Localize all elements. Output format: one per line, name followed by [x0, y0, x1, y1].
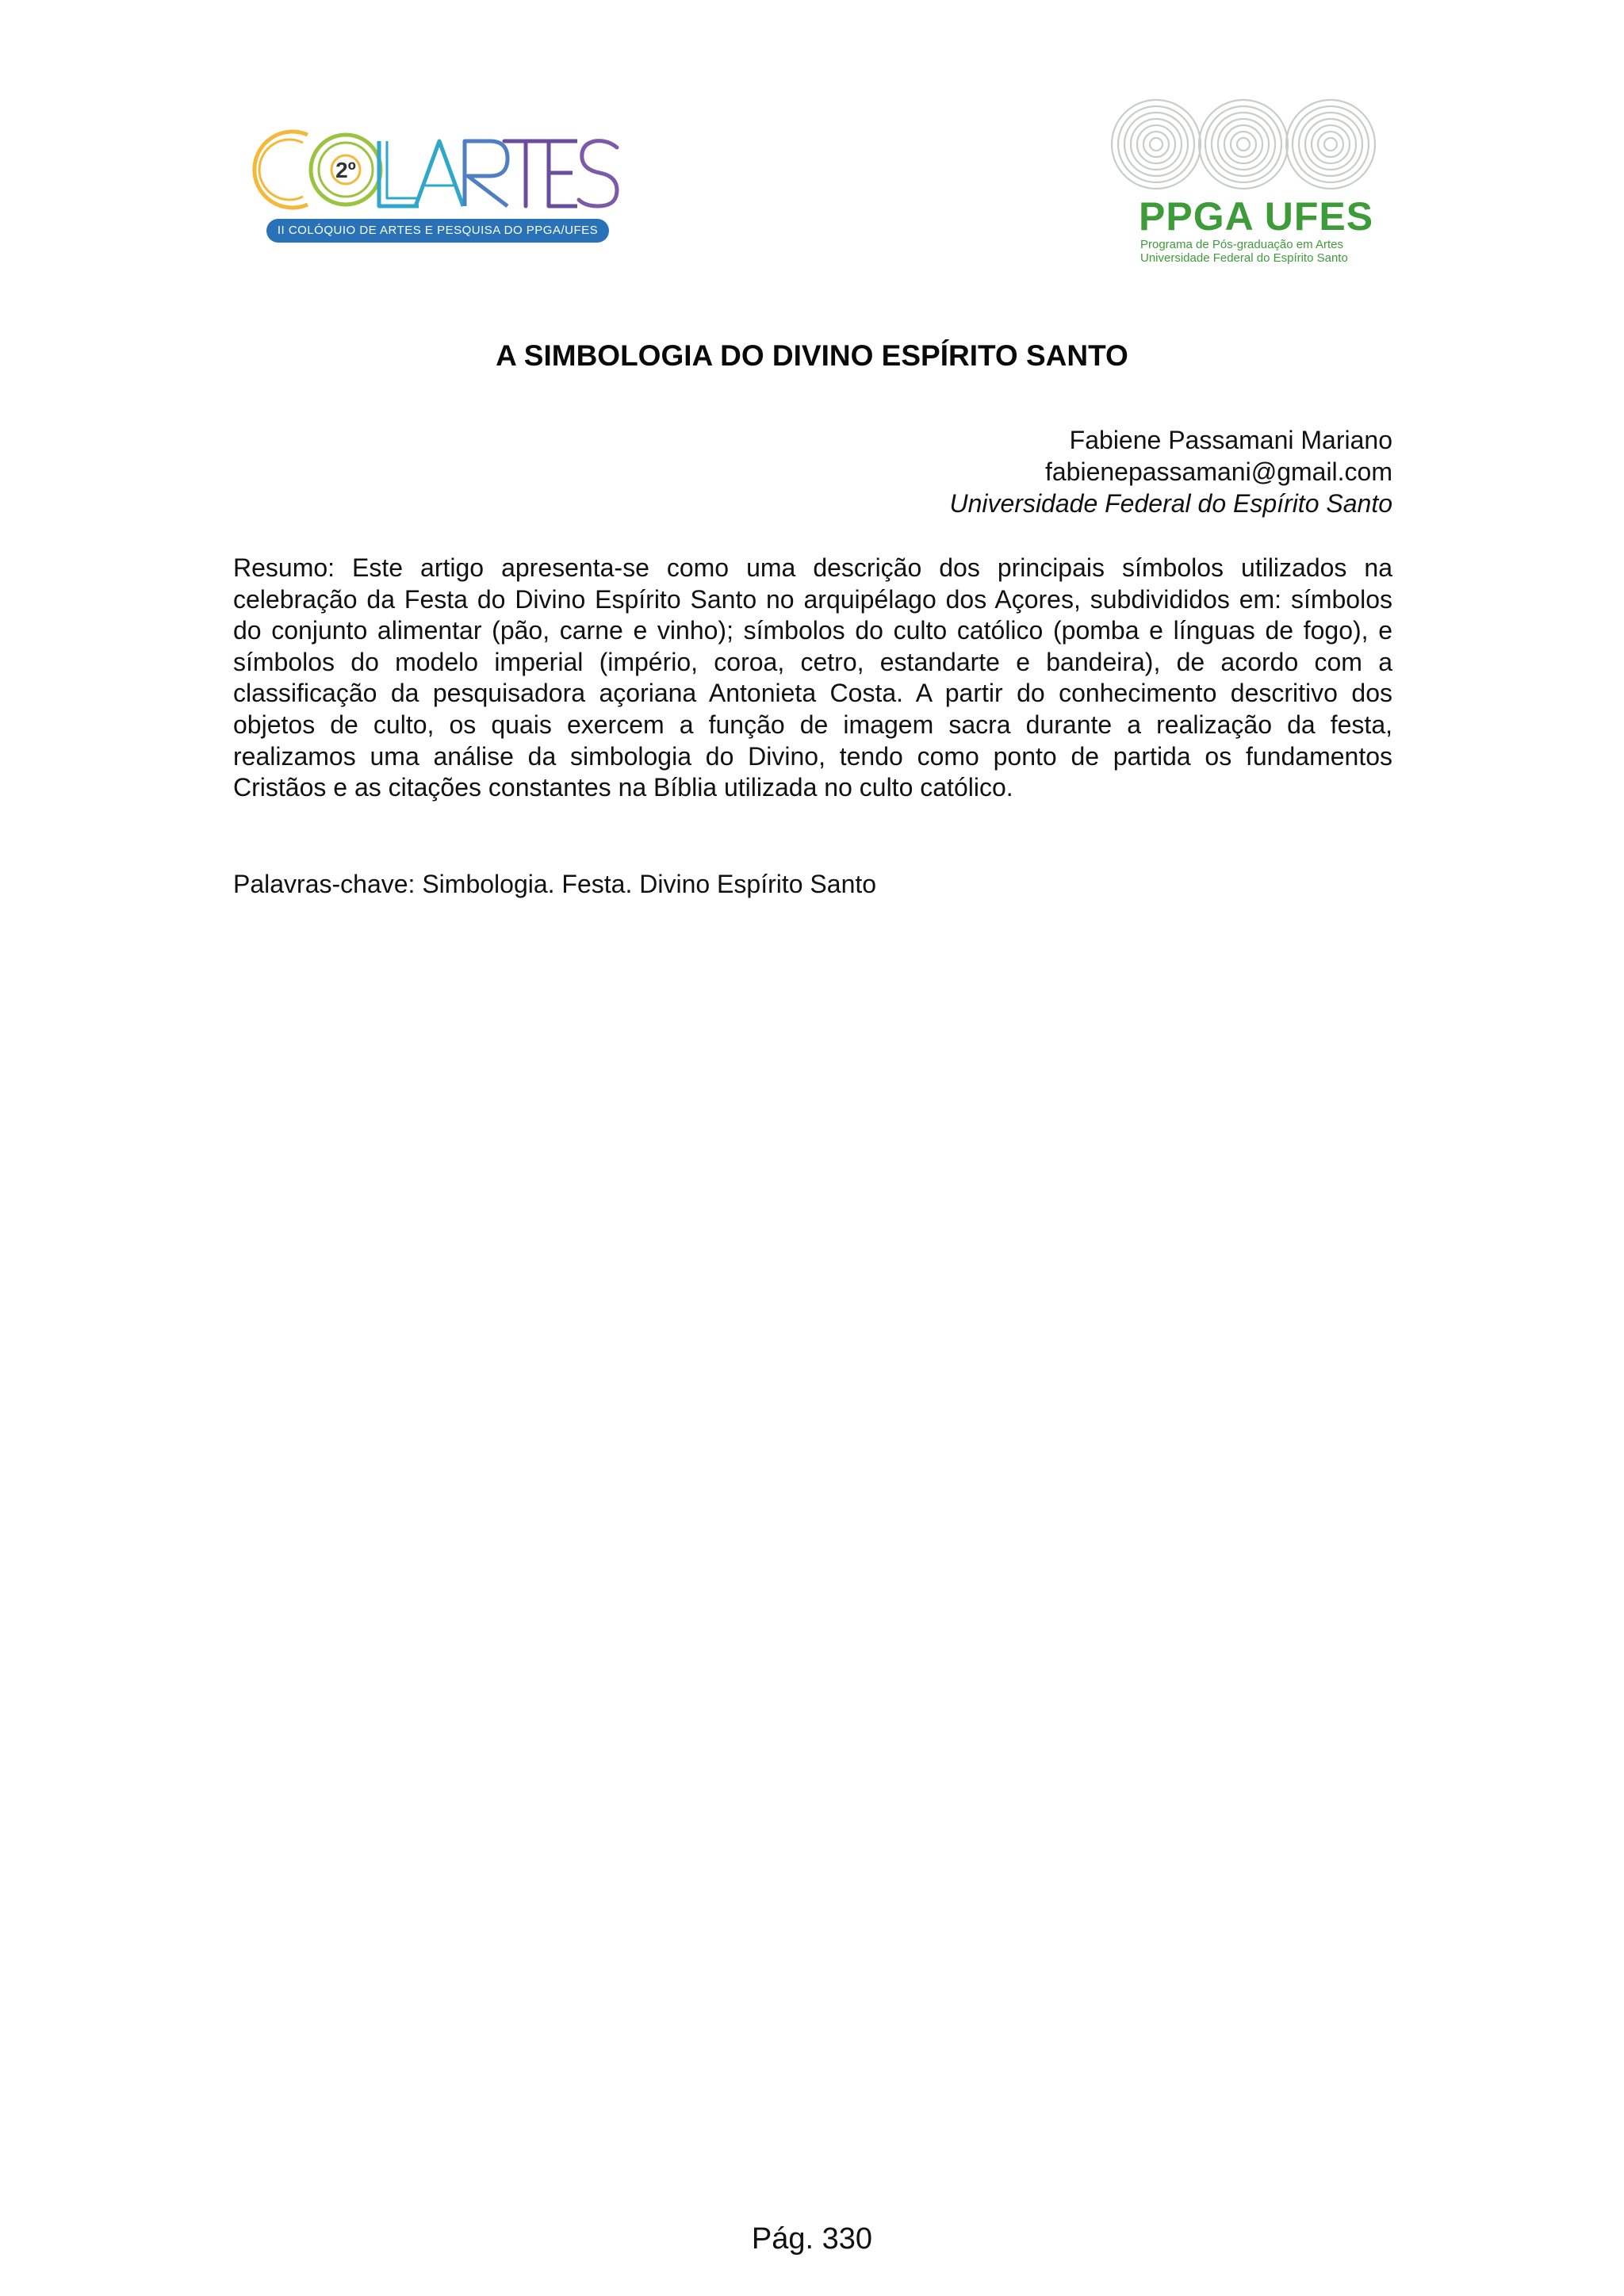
author-email: fabienepassamani@gmail.com: [1044, 457, 1392, 486]
page-number: Pág. 330: [751, 2222, 873, 2256]
keywords-line: Palavras-chave: Simbologia. Festa. Divino Espírito Santo: [233, 870, 877, 898]
author-block: [949, 424, 1392, 519]
author-name: Fabiene Passamani Mariano: [1069, 426, 1392, 454]
ppga-subtitle-line1: Programa de Pós-graduação em Artes: [1140, 238, 1343, 251]
abstract-paragraph: Resumo: Este artigo apresenta-se como uma descrição dos principais símbolos utilizados na celebração da Festa do Divino Espírito Santo no arquipélago dos Açores, subdivididos em: símbolos do conjunto alimentar (pão, carne e vinho); símbolos do culto católico (pomba e línguas de fogo), e símbolos do modelo imperial (império, coroa, cetro, estandarte e bandeira), de acordo com a classificação da pesquisadora açoriana Antonieta Costa. A partir do conhecimento descritivo dos objetos de culto, os quais exercem a função de imagem sacra durante a realização da festa, realizamos uma análise da simbologia do Divino, tendo como ponto de partida os fundamentos Cristãos e as citações constantes na Bíblia utilizada no culto católico.: [233, 553, 1392, 802]
colartes-wordmark-icon: [252, 117, 625, 219]
article-title: A SIMBOLOGIA DO DIVINO ESPÍRITO SANTO: [496, 339, 1128, 372]
ppga-subtitle: [1140, 238, 1378, 265]
ppga-subtitle-line2: Universidade Federal do Espírito Santo: [1140, 251, 1348, 265]
author-affiliation: Universidade Federal do Espírito Santo: [949, 489, 1392, 518]
ppga-ufes-logo: [1107, 95, 1385, 266]
colartes-banner: II COLÓQUIO DE ARTES E PESQUISA DO PPGA/UFES: [266, 219, 609, 243]
ppga-title: PPGA UFES: [1139, 194, 1374, 239]
colartes-logo: [252, 117, 625, 246]
concentric-rings-icon: [1107, 95, 1385, 194]
colartes-badge: 2º: [335, 158, 356, 182]
